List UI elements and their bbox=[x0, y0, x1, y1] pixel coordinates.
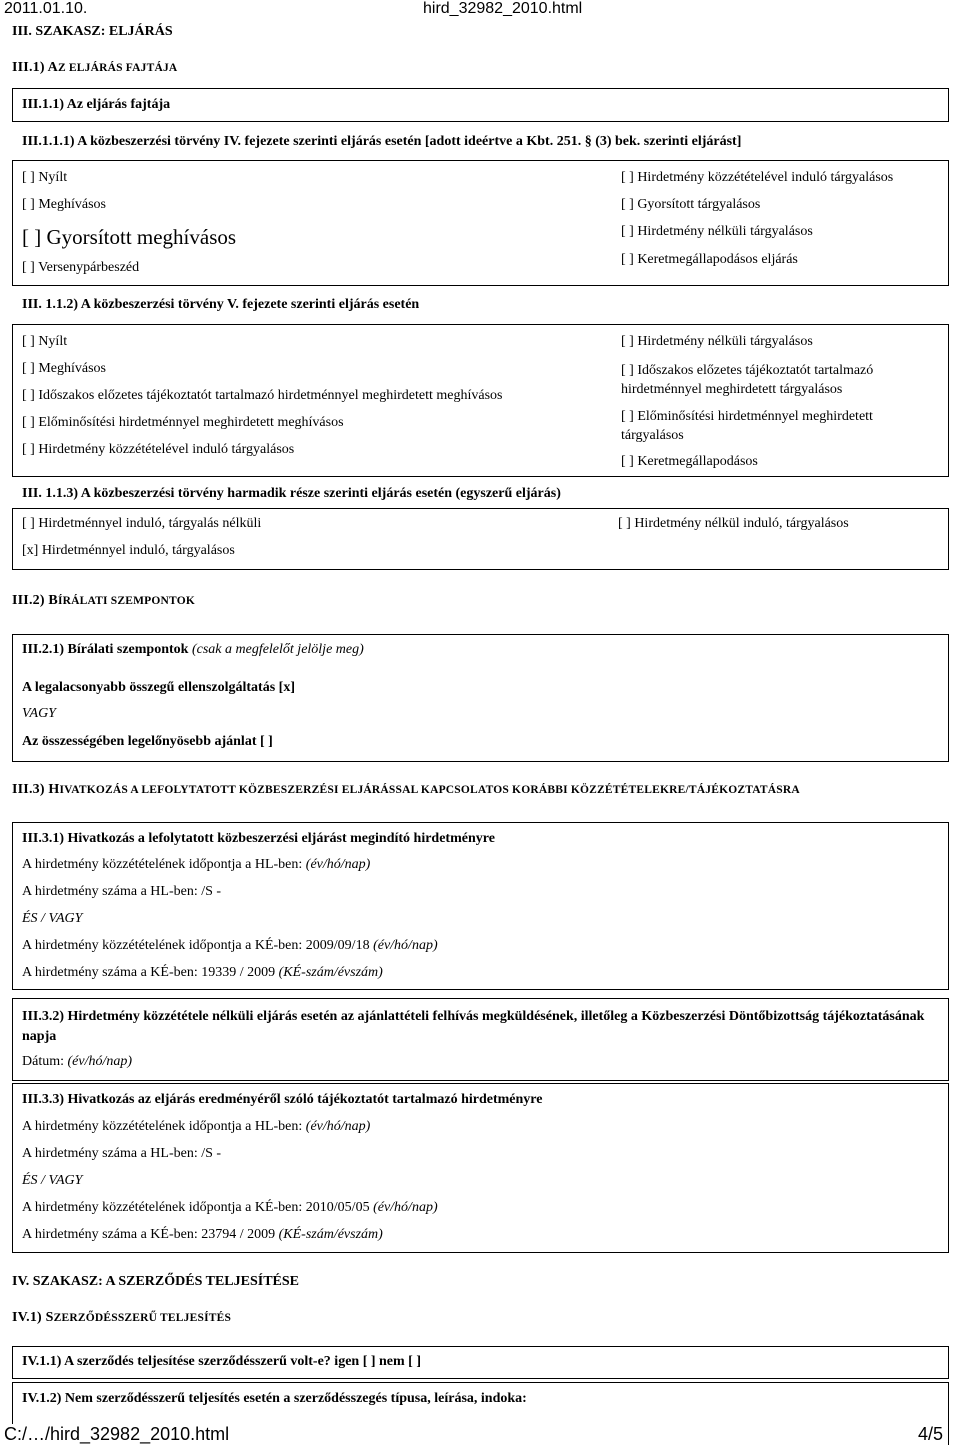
heading-iii-2: III.2) BÍRÁLATI SZEMPONTOK bbox=[12, 593, 195, 608]
option-right-2: [ ] Időszakos előzetes tájékoztatót tartalmazó hirdetménnyel meghirdetett tárgyalásos bbox=[621, 363, 874, 397]
heading-iii-3-2: III.3.2) Hirdetmény közzététele nélküli eljárás esetén az ajánlattételi felhívás megküldésének, illetőleg a Közbeszerzési Döntőbizottság tájékoztatásának napja bbox=[22, 1009, 925, 1044]
option-right-3: [ ] Hirdetmény nélküli tárgyalásos bbox=[621, 224, 813, 239]
option-left-1: [ ] Nyílt bbox=[22, 334, 68, 349]
box-iii-1-1 bbox=[12, 88, 949, 122]
section-title-iii: III. SZAKASZ: ELJÁRÁS bbox=[12, 24, 173, 39]
option-left-4: [ ] Versenypárbeszéd bbox=[22, 260, 140, 275]
notification-date: Dátum: (év/hó/nap) bbox=[22, 1054, 133, 1069]
option-left-1: [ ] Hirdetménnyel induló, tárgyalás nélküli bbox=[22, 516, 262, 531]
box-iii-3-3 bbox=[12, 1083, 949, 1253]
and-or-separator: ÉS / VAGY bbox=[22, 911, 83, 926]
option-right-1: [ ] Hirdetmény közzétételével induló tárgyalásos bbox=[621, 170, 894, 185]
heading-iv-1-2: IV.1.2) Nem szerződésszerű teljesítés esetén a szerződésszegés típusa, leírása, indoka: bbox=[22, 1391, 527, 1406]
option-left-2: [ ] Meghívásos bbox=[22, 361, 106, 376]
heading-iii-1: III.1) AZ ELJÁRÁS FAJTÁJA bbox=[12, 60, 178, 75]
hl-notice-number: A hirdetmény száma a HL-ben: /S - bbox=[22, 1146, 222, 1161]
heading-iv-1-1: IV.1.1) A szerződés teljesítése szerződésszerű volt-e? igen [ ] nem [ ] bbox=[22, 1354, 422, 1369]
section-title-iv: IV. SZAKASZ: A SZERZŐDÉS TELJESÍTÉSE bbox=[12, 1274, 300, 1289]
option-right-1: [ ] Hirdetmény nélküli tárgyalásos bbox=[621, 334, 813, 349]
option-left-1: [ ] Nyílt bbox=[22, 170, 68, 185]
hl-notice-number: A hirdetmény száma a HL-ben: /S - bbox=[22, 884, 222, 899]
heading-iii-1-1-2: III. 1.1.2) A közbeszerzési törvény V. fejezete szerinti eljárás esetén bbox=[22, 297, 420, 312]
or-separator: VAGY bbox=[22, 706, 56, 721]
print-path: C:/…/hird_32982_2010.html bbox=[4, 1424, 230, 1444]
option-left-3: [ ] Időszakos előzetes tájékoztatót tartalmazó hirdetménnyel meghirdetett meghívásos bbox=[22, 388, 503, 403]
option-right-3: [ ] Előminősítési hirdetménnyel meghirdetett tárgyalásos bbox=[621, 409, 873, 443]
option-left-4: [ ] Előminősítési hirdetménnyel meghirdetett meghívásos bbox=[22, 415, 344, 430]
hl-publication-date: A hirdetmény közzétételének időpontja a HL-ben: (év/hó/nap) bbox=[22, 857, 371, 872]
box-iv-1-1 bbox=[12, 1346, 949, 1379]
heading-iii-1-1-3: III. 1.1.3) A közbeszerzési törvény harmadik része szerinti eljárás esetén (egyszerű eljárás) bbox=[22, 486, 561, 501]
heading-iii-3-1: III.3.1) Hivatkozás a lefolytatott közbeszerzési eljárást megindító hirdetményre bbox=[22, 831, 495, 846]
box-procedure-iv bbox=[12, 160, 949, 286]
box-iii-3-1 bbox=[12, 822, 949, 990]
ke-publication-date: A hirdetmény közzétételének időpontja a KÉ-ben: 2009/09/18 (év/hó/nap) bbox=[22, 938, 438, 953]
option-right-2: [ ] Gyorsított tárgyalásos bbox=[621, 197, 761, 212]
box-iii-2-1 bbox=[12, 634, 949, 762]
option-right-1: [ ] Hirdetmény nélkül induló, tárgyalásos bbox=[618, 516, 849, 531]
box-procedure-simple bbox=[12, 508, 949, 570]
ke-notice-number: A hirdetmény száma a KÉ-ben: 19339 / 2009 (KÉ-szám/évszám) bbox=[22, 965, 383, 980]
print-date: 2011.01.10. bbox=[4, 0, 88, 17]
criterion-best-value: Az összességében legelőnyösebb ajánlat [ ] bbox=[22, 734, 273, 749]
ke-notice-number: A hirdetmény száma a KÉ-ben: 23794 / 2009 (KÉ-szám/évszám) bbox=[22, 1227, 383, 1242]
ke-publication-date: A hirdetmény közzétételének időpontja a KÉ-ben: 2010/05/05 (év/hó/nap) bbox=[22, 1200, 438, 1215]
option-right-4: [ ] Keretmegállapodásos eljárás bbox=[621, 252, 798, 267]
page-number: 4/5 bbox=[918, 1424, 944, 1444]
box-procedure-v bbox=[12, 324, 949, 477]
heading-iii-3-3: III.3.3) Hivatkozás az eljárás eredményéről szóló tájékoztatót tartalmazó hirdetményre bbox=[22, 1092, 543, 1107]
heading-iii-1-1: III.1.1) Az eljárás fajtája bbox=[22, 97, 171, 112]
print-filename: hird_32982_2010.html bbox=[423, 0, 583, 17]
heading-iv-1: IV.1) SZERZŐDÉSSZERŰ TELJESÍTÉS bbox=[12, 1310, 232, 1325]
option-right-4: [ ] Keretmegállapodásos bbox=[621, 454, 758, 469]
option-left-5: [ ] Hirdetmény közzétételével induló tárgyalásos bbox=[22, 442, 295, 457]
box-iii-3-2 bbox=[12, 998, 949, 1081]
hl-publication-date: A hirdetmény közzétételének időpontja a HL-ben: (év/hó/nap) bbox=[22, 1119, 371, 1134]
and-or-separator: ÉS / VAGY bbox=[22, 1173, 83, 1188]
option-left-3: [ ] Gyorsított meghívásos bbox=[22, 225, 237, 249]
option-left-2: [x] Hirdetménnyel induló, tárgyalásos bbox=[22, 543, 235, 558]
heading-iii-3: III.3) HIVATKOZÁS A LEFOLYTATOTT KÖZBESZERZÉSI ELJÁRÁSSAL KAPCSOLATOS KORÁBBI KÖZZÉTÉTELEKRE/TÁJÉKOZTATÁSRA bbox=[12, 782, 800, 797]
heading-iii-2-1: III.2.1) Bírálati szempontok (csak a megfelelőt jelölje meg) bbox=[22, 642, 364, 657]
criterion-lowest-price: A legalacsonyabb összegű ellenszolgáltatás [x] bbox=[22, 680, 295, 695]
heading-iii-1-1-1: III.1.1.1) A közbeszerzési törvény IV. fejezete szerinti eljárás esetén [adott ideértve a Kbt. 251. § (3) bek. szerinti eljárást] bbox=[22, 134, 742, 149]
option-left-2: [ ] Meghívásos bbox=[22, 197, 106, 212]
